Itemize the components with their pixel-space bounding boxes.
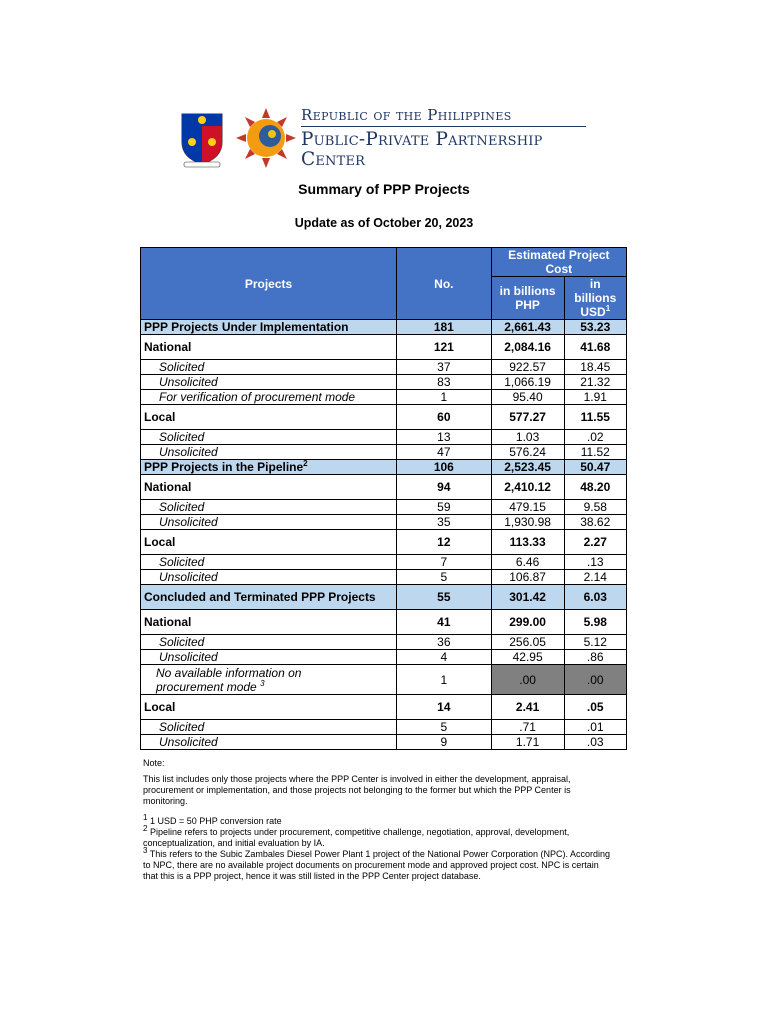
page-subtitle: Update as of October 20, 2023 [294, 216, 474, 230]
row-name-line2-wrap [156, 680, 393, 694]
row-usd: 21.32 [564, 375, 626, 390]
row-php: 106.87 [491, 570, 564, 585]
row-name: Solicited [141, 360, 397, 375]
table-row [141, 405, 627, 430]
row-php: 113.33 [491, 530, 564, 555]
row-no: 5 [397, 720, 492, 735]
row-php: 2.41 [491, 695, 564, 720]
row-usd: 1.91 [564, 390, 626, 405]
row-usd: 5.98 [564, 610, 626, 635]
footnote-3-number: 3 [143, 846, 148, 855]
table-row [141, 720, 627, 735]
footnote-1 [143, 813, 613, 827]
note-gap [143, 807, 613, 816]
row-php: 576.24 [491, 445, 564, 460]
row-name: Local [141, 695, 397, 720]
row-no: 7 [397, 555, 492, 570]
org-rule [301, 126, 586, 127]
row-no: 41 [397, 610, 492, 635]
row-php: 42.95 [491, 650, 564, 665]
table-row [141, 375, 627, 390]
table-row [141, 360, 627, 375]
row-php: 2,661.43 [491, 320, 564, 335]
table-row [141, 635, 627, 650]
col-header-projects: Projects [141, 248, 397, 320]
row-usd: 41.68 [564, 335, 626, 360]
ppp-center-sun-logo-icon [236, 108, 296, 168]
footnote-1-number: 1 [143, 813, 148, 822]
row-name: National [141, 475, 397, 500]
row-usd: 6.03 [564, 585, 626, 610]
row-name-cell [141, 460, 397, 475]
row-php: 2,084.16 [491, 335, 564, 360]
row-php: 2,523.45 [491, 460, 564, 475]
row-name-line1: No available information on [156, 665, 302, 680]
row-name: For verification of procurement mode [141, 390, 397, 405]
row-no: 59 [397, 500, 492, 515]
row-name: Unsolicited [141, 570, 397, 585]
row-name: National [141, 335, 397, 360]
footnote-3 [143, 846, 613, 882]
table-row [141, 445, 627, 460]
row-php: .71 [491, 720, 564, 735]
table-row [141, 390, 627, 405]
row-php: 479.15 [491, 500, 564, 515]
row-no: 121 [397, 335, 492, 360]
row-usd: .13 [564, 555, 626, 570]
row-no: 106 [397, 460, 492, 475]
table-row [141, 335, 627, 360]
pipeline-footnote-marker: 2 [303, 459, 308, 468]
table-row [141, 585, 627, 610]
row-no: 36 [397, 635, 492, 650]
footnote-2-number: 2 [143, 824, 148, 833]
col-header-usd-footnote: 1 [605, 304, 611, 313]
col-header-no: No. [397, 248, 492, 320]
row-php: 299.00 [491, 610, 564, 635]
row-no: 35 [397, 515, 492, 530]
col-header-usd [564, 277, 626, 320]
row-no: 94 [397, 475, 492, 500]
row-no: 1 [397, 390, 492, 405]
row-name: Unsolicited [141, 375, 397, 390]
organization-name [301, 107, 586, 170]
col-header-php: in billions PHP [491, 277, 564, 320]
row-php: 1.03 [491, 430, 564, 445]
row-name: Solicited [141, 720, 397, 735]
table-row [141, 500, 627, 515]
row-usd: 5.12 [564, 635, 626, 650]
row-name: Unsolicited [141, 650, 397, 665]
row-php: 577.27 [491, 405, 564, 430]
na-footnote-marker: 3 [260, 678, 265, 688]
table-row [141, 530, 627, 555]
col-header-usd-label: in billions USD [574, 277, 617, 319]
row-php: 301.42 [491, 585, 564, 610]
row-usd: 2.27 [564, 530, 626, 555]
row-no: 47 [397, 445, 492, 460]
table-row [141, 570, 627, 585]
col-header-estimated-cost: Estimated Project Cost [491, 248, 626, 277]
row-php: 1,066.19 [491, 375, 564, 390]
row-no: 5 [397, 570, 492, 585]
row-name: PPP Projects in the Pipeline [144, 460, 304, 474]
row-name: Local [141, 405, 397, 430]
row-php: .00 [491, 665, 564, 695]
row-usd: 11.55 [564, 405, 626, 430]
row-no: 12 [397, 530, 492, 555]
table-row [141, 735, 627, 750]
row-name-line2: procurement mode [156, 679, 257, 694]
footnote-1-text: 1 USD = 50 PHP conversion rate [147, 816, 282, 826]
philippine-seal-icon [176, 108, 228, 168]
page-title: Summary of PPP Projects [298, 181, 470, 197]
row-php: 2,410.12 [491, 475, 564, 500]
note-intro: This list includes only those projects where the PPP Center is involved in either the development, appraisal, procurement or implementation, and those projects not belonging to the former but which the PPP Center is monitoring. [143, 774, 571, 806]
row-no: 1 [397, 665, 492, 695]
row-no: 181 [397, 320, 492, 335]
row-usd: 2.14 [564, 570, 626, 585]
row-no: 4 [397, 650, 492, 665]
table-row [141, 650, 627, 665]
row-php: 1,930.98 [491, 515, 564, 530]
row-name-cell [141, 665, 397, 695]
row-name: Solicited [141, 635, 397, 650]
row-usd: 53.23 [564, 320, 626, 335]
row-usd: 38.62 [564, 515, 626, 530]
footnote-2-text: Pipeline refers to projects under procurement, competitive challenge, negotiation, approval, development, conceptualization, and initial evaluation by IA. [143, 827, 570, 848]
table-row [141, 610, 627, 635]
row-name: PPP Projects Under Implementation [141, 320, 397, 335]
table-row [141, 320, 627, 335]
row-name: Local [141, 530, 397, 555]
notes-section [143, 758, 613, 882]
row-name: Concluded and Terminated PPP Projects [141, 585, 397, 610]
row-name: Solicited [141, 555, 397, 570]
row-php: 1.71 [491, 735, 564, 750]
row-usd: .00 [564, 665, 626, 695]
row-name: Unsolicited [141, 515, 397, 530]
row-php: 6.46 [491, 555, 564, 570]
row-usd: .03 [564, 735, 626, 750]
header [176, 104, 592, 170]
row-php: 256.05 [491, 635, 564, 650]
org-line3: Center [301, 149, 366, 170]
row-usd: .02 [564, 430, 626, 445]
org-line2: Public-Private Partnership [301, 129, 543, 150]
row-usd: .86 [564, 650, 626, 665]
table-row [141, 695, 627, 720]
org-line1: Republic of the Philippines [301, 106, 512, 124]
table-row [141, 665, 627, 695]
row-no: 13 [397, 430, 492, 445]
table-row [141, 555, 627, 570]
row-usd: .01 [564, 720, 626, 735]
row-name: Solicited [141, 500, 397, 515]
row-no: 37 [397, 360, 492, 375]
row-no: 60 [397, 405, 492, 430]
row-usd: 50.47 [564, 460, 626, 475]
row-name: National [141, 610, 397, 635]
table-row [141, 515, 627, 530]
row-name: Unsolicited [141, 735, 397, 750]
row-usd: 11.52 [564, 445, 626, 460]
row-no: 9 [397, 735, 492, 750]
footnote-3-text: This refers to the Subic Zambales Diesel Power Plant 1 project of the National Power Corporation (NPC). According to NPC, there are no available project documents on procurement mode and approved project cost. NPC is certain that this is a PPP project, hence it was still listed in the PPP Center project database. [143, 849, 610, 881]
table-row [141, 475, 627, 500]
row-usd: .05 [564, 695, 626, 720]
table-row [141, 430, 627, 445]
footnote-2 [143, 824, 613, 849]
row-name: Unsolicited [141, 445, 397, 460]
row-usd: 18.45 [564, 360, 626, 375]
row-php: 922.57 [491, 360, 564, 375]
row-no: 83 [397, 375, 492, 390]
row-no: 55 [397, 585, 492, 610]
row-php: 95.40 [491, 390, 564, 405]
ppp-summary-table [140, 247, 627, 750]
note-label: Note: [143, 758, 165, 768]
row-usd: 9.58 [564, 500, 626, 515]
table-row [141, 460, 627, 475]
row-usd: 48.20 [564, 475, 626, 500]
row-no: 14 [397, 695, 492, 720]
row-name: Solicited [141, 430, 397, 445]
